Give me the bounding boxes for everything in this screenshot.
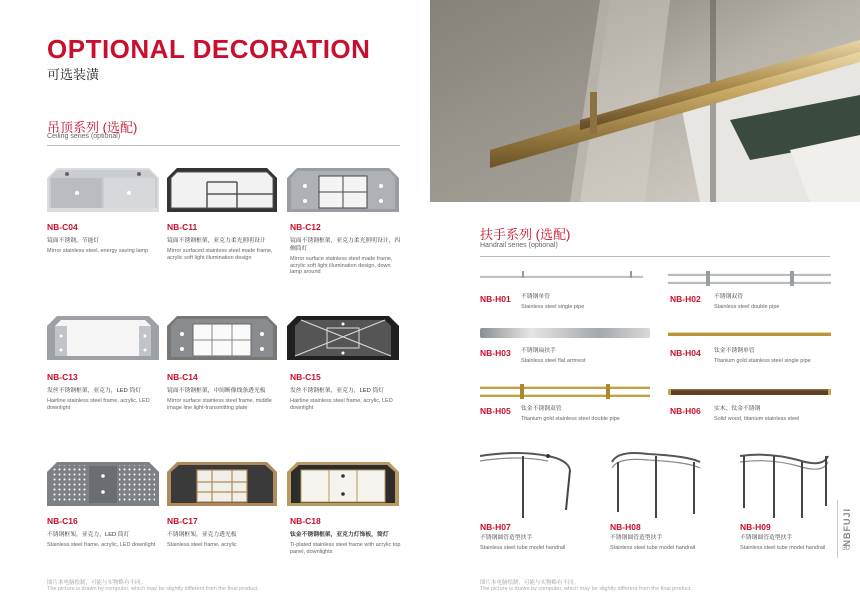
handrail-code: NB-H05 xyxy=(480,406,511,416)
handrail-desc-cn: 不锈钢双管 xyxy=(714,294,743,300)
handrail-desc-cn: 实木、钛金不锈钢 xyxy=(714,406,761,412)
ceiling-code: NB-C11 xyxy=(167,222,198,232)
ceiling-desc-en: Stainless steel frame, acrylic, LED downlight xyxy=(47,542,156,548)
ceiling-desc-en: Stainless steel frame, acrylic xyxy=(167,542,237,548)
footer-note-en: The picture is drawn by computer, which may be slightly different from the final product. xyxy=(480,586,693,592)
handrail-section-subtitle: Handrail series (optional) xyxy=(480,242,558,249)
rail-image-h01 xyxy=(480,271,655,283)
ceiling-section-divider xyxy=(47,145,400,146)
handrail-code: NB-H03 xyxy=(480,348,511,358)
ceiling-desc-en: Mirror surface stainless steel frame, middle image line light-transmitting plate xyxy=(167,398,272,411)
ceiling-desc-cn: 发丝不锈钢框架，亚克力，LED 筒灯 xyxy=(290,388,385,394)
handrail-code: NB-H06 xyxy=(670,406,701,416)
handrail-desc-cn: 不锈钢圆管造型扶手 xyxy=(610,535,663,541)
handrail-desc-cn: 不锈钢圆管造型扶手 xyxy=(740,535,793,541)
handrail-desc-cn: 钛金不锈钢双管 xyxy=(521,406,562,412)
ceiling-image-c11 xyxy=(167,168,277,212)
ceiling-image-c14 xyxy=(167,316,277,360)
handrail-desc-cn: 不锈钢单管 xyxy=(521,294,550,300)
handrail-desc-en: Stainless steel double pipe xyxy=(714,304,780,310)
handrail-desc-cn: 钛金不锈钢单管 xyxy=(714,348,755,354)
rail-image-h09 xyxy=(738,448,838,520)
page-number: 30 xyxy=(842,545,850,552)
ceiling-desc-cn: 镜面不锈钢框架，中间断像线条透光板 xyxy=(167,388,266,394)
footer-note-cn: 图片本电脑绘制，可能与实物略有不同。 xyxy=(47,580,147,586)
ceiling-image-c04 xyxy=(47,168,159,212)
ceiling-image-c15 xyxy=(287,316,399,360)
handrail-code: NB-H01 xyxy=(480,294,511,304)
ceiling-image-c16 xyxy=(47,462,159,506)
rail-image-h05 xyxy=(480,383,655,401)
handrail-photo xyxy=(430,0,860,202)
ceiling-desc-en: Hairline stainless steel frame, acrylic, LED downlight xyxy=(290,398,393,411)
ceiling-image-c18 xyxy=(287,462,399,506)
handrail-desc-en: Stainless steel single pipe xyxy=(521,304,585,310)
handrail-code: NB-H04 xyxy=(670,348,701,358)
ceiling-desc-cn: 镜面不锈钢框架，亚克力柔光照明设计 xyxy=(167,238,266,244)
ceiling-image-c17 xyxy=(167,462,277,506)
ceiling-desc-en: Ti-plated stainless steel frame with acrylic top panel, downlights xyxy=(290,542,401,555)
handrail-desc-en: Stainless steel flat armrest xyxy=(521,358,586,364)
ceiling-code: NB-C17 xyxy=(167,516,198,526)
handrail-section-divider xyxy=(480,256,830,257)
ceiling-desc-cn: 钛金不锈钢框架，亚克力灯饰板，筒灯 xyxy=(290,532,389,538)
handrail-desc-en: Stainless steel tube model handrail xyxy=(480,545,566,551)
ceiling-image-c13 xyxy=(47,316,159,360)
ceiling-code: NB-C04 xyxy=(47,222,78,232)
handrail-section-title: 扶手系列 (选配) xyxy=(480,227,571,242)
handrail-desc-en: Solid wood, titanium stainless steel xyxy=(714,416,800,422)
ceiling-desc-en: Mirror surface stainless steel made frame, acrylic soft light illumination design, down lamp around xyxy=(290,256,393,275)
ceiling-code: NB-C13 xyxy=(47,372,78,382)
ceiling-desc-cn: 镜面不锈钢，节能灯 xyxy=(47,238,100,244)
handrail-code: NB-H08 xyxy=(610,522,641,532)
handrail-desc-cn: 不锈钢圆管造型扶手 xyxy=(480,535,533,541)
handrail-code: NB-H09 xyxy=(740,522,771,532)
rail-image-h03 xyxy=(480,326,655,340)
handrail-desc-en: Titanium gold stainless steel double pipe xyxy=(521,416,620,422)
ceiling-desc-cn: 不锈钢框架，亚克力透光板 xyxy=(167,532,237,538)
handrail-desc-cn: 不锈钢扁扶手 xyxy=(521,348,556,354)
rail-image-h08 xyxy=(608,448,708,520)
handrail-desc-en: Titanium gold stainless steel single pipe xyxy=(714,358,811,364)
edge-divider xyxy=(837,500,838,558)
ceiling-desc-cn: 发丝不锈钢框架，亚克力，LED 筒灯 xyxy=(47,388,142,394)
ceiling-section-subtitle: Ceiling series (optional) xyxy=(47,133,121,140)
ceiling-code: NB-C15 xyxy=(290,372,321,382)
rail-image-h04 xyxy=(668,330,833,340)
ceiling-desc-en: Mirror surfaced stainless steel made frame, acrylic soft light illumination design xyxy=(167,248,273,261)
ceiling-code: NB-C12 xyxy=(290,222,321,232)
handrail-desc-en: Stainless steel tube model handrail xyxy=(610,545,696,551)
ceiling-code: NB-C16 xyxy=(47,516,78,526)
ceiling-code: NB-C14 xyxy=(167,372,198,382)
ceiling-code: NB-C18 xyxy=(290,516,321,526)
handrail-desc-en: Stainless steel tube model handrail xyxy=(740,545,826,551)
brand-logo: NBFUJI xyxy=(842,508,852,547)
ceiling-desc-cn: 不锈钢框架，亚克力，LED 筒灯 xyxy=(47,532,130,538)
page-title: OPTIONAL DECORATION xyxy=(47,34,371,64)
footer-note-cn: 图片本电脑绘制，可能与实物略有不同。 xyxy=(480,580,580,586)
page-subtitle: 可选装潢 xyxy=(47,67,100,82)
ceiling-section-title: 吊顶系列 (选配) xyxy=(47,120,138,135)
rail-image-h02 xyxy=(668,271,833,287)
ceiling-desc-en: Hairline stainless steel frame, acrylic, LED downlight xyxy=(47,398,150,411)
handrail-code: NB-H07 xyxy=(480,522,511,532)
rail-image-h07 xyxy=(478,448,578,520)
ceiling-image-c12 xyxy=(287,168,399,212)
handrail-code: NB-H02 xyxy=(670,294,701,304)
ceiling-desc-cn: 镜面不锈钢框架，亚克力柔光照明设计，四侧筒灯 xyxy=(290,238,401,252)
rail-image-h06 xyxy=(668,388,833,398)
footer-note-en: The picture is drawn by computer, which may be slightly different from the final product. xyxy=(47,586,260,592)
ceiling-desc-en: Mirror stainless steel, energy saving lamp xyxy=(47,248,149,254)
